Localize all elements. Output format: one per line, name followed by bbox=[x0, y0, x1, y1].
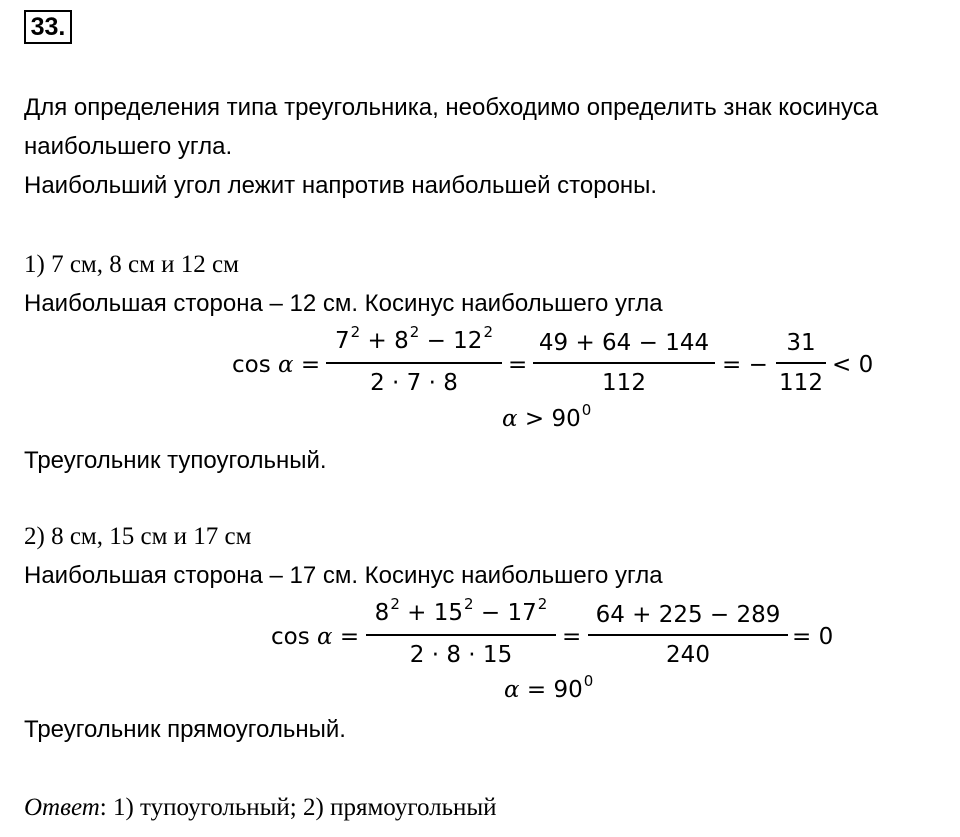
case2-tail: = 0 bbox=[792, 624, 834, 650]
problem-number: 33. bbox=[24, 10, 72, 44]
case1-largest-side: Наибольшая сторона – 12 см. Косинус наибольшего угла bbox=[24, 290, 663, 317]
case1-heading: 1) 7 см, 8 см и 12 см bbox=[24, 251, 239, 278]
case2-eq2: = bbox=[562, 624, 582, 650]
case2-heading: 2) 8 см, 15 см и 17 см bbox=[24, 523, 252, 550]
case1-frac1-bar bbox=[326, 362, 502, 364]
case2-conclusion: Треугольник прямоугольный. bbox=[24, 716, 346, 743]
case1-lhs: cos α = bbox=[232, 352, 321, 378]
case1-frac3-bar bbox=[776, 362, 826, 364]
case2-frac1-num: $8^2 + 15^2 - 17^2$ bbox=[374, 595, 548, 626]
case1-frac2-den: 112 bbox=[602, 370, 646, 396]
case1-frac2-bar bbox=[533, 362, 715, 364]
case1-frac3-den: 112 bbox=[779, 370, 823, 396]
case1-frac3-num: 31 bbox=[786, 330, 816, 356]
answer-label: Ответ bbox=[24, 794, 100, 821]
case1-tail: < 0 bbox=[832, 352, 874, 378]
case2-frac2-bar bbox=[588, 634, 788, 636]
case2-frac2-den: 240 bbox=[666, 642, 710, 668]
intro-line-3: Наибольший угол лежит напротив наибольшей стороны. bbox=[24, 172, 658, 199]
case1-eq2: = bbox=[508, 352, 528, 378]
answer bbox=[24, 794, 497, 822]
case2-frac1-den: 2 · 8 · 15 bbox=[409, 642, 513, 668]
case2-frac1-bar bbox=[366, 634, 556, 636]
case1-frac2-num: 49 + 64 − 144 bbox=[538, 330, 710, 356]
case2-frac2-num: 64 + 225 − 289 bbox=[595, 602, 781, 628]
case1-eq3: = − bbox=[722, 352, 768, 378]
intro-line-2: наибольшего угла. bbox=[24, 133, 233, 160]
case2-lhs: cos α = bbox=[271, 624, 360, 650]
case1-frac1-num: $7^2 + 8^2 - 12^2$ bbox=[334, 323, 493, 354]
case2-angle: $\alpha = 90^0$ bbox=[504, 672, 594, 703]
answer-text: : 1) тупоугольный; 2) прямоугольный bbox=[99, 794, 497, 821]
case2-largest-side: Наибольшая сторона – 17 см. Косинус наибольшего угла bbox=[24, 562, 663, 589]
intro-line-1: Для определения типа треугольника, необходимо определить знак косинуса bbox=[24, 94, 879, 121]
case1-angle: $\alpha > 90^0$ bbox=[502, 401, 592, 432]
case1-frac1-den: 2 · 7 · 8 bbox=[370, 370, 458, 396]
case1-conclusion: Треугольник тупоугольный. bbox=[24, 447, 327, 474]
